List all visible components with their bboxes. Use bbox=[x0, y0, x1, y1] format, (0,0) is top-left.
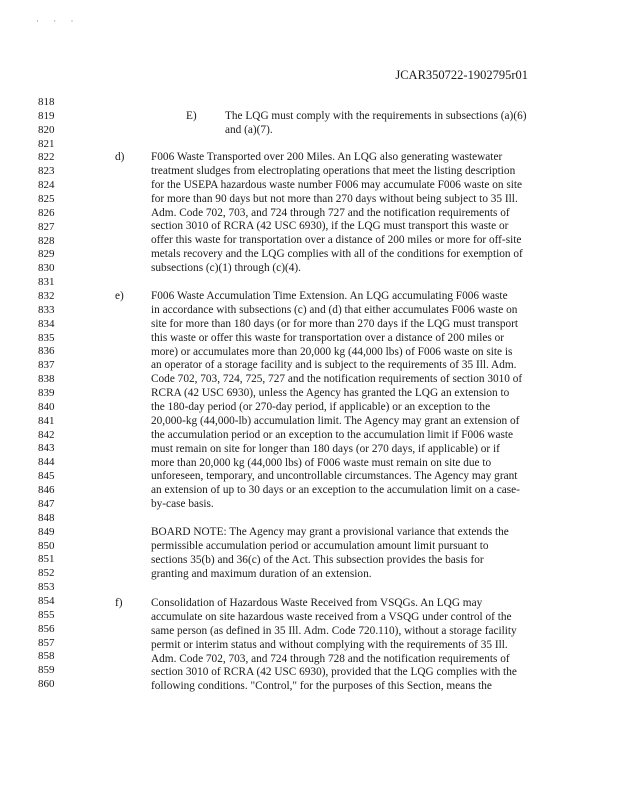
text-line: accumulate on site hazardous waste received from a VSQG under control of the bbox=[151, 610, 512, 623]
text-line: an operator of a storage facility and is subject to the requirements of 35 Ill. Adm. bbox=[151, 359, 517, 372]
text-line: this waste or offer this waste for transportation over a distance of 200 miles or bbox=[151, 331, 505, 344]
line-number: 856 bbox=[38, 622, 55, 635]
item-f-text bbox=[151, 597, 571, 694]
text-line: more than 20,000 kg (44,000 lbs) of F006 waste must remain on site due to bbox=[151, 456, 492, 469]
line-number: 843 bbox=[38, 442, 55, 455]
line-number: 835 bbox=[38, 331, 55, 344]
item-E-text bbox=[225, 110, 565, 138]
line-number: 849 bbox=[38, 525, 55, 538]
line-number: 821 bbox=[38, 137, 55, 150]
text-line: F006 Waste Transported over 200 Miles. An LQG also generating wastewater bbox=[151, 151, 503, 163]
line-number: 845 bbox=[38, 470, 55, 483]
line-number-column bbox=[38, 96, 62, 692]
line-number: 828 bbox=[38, 234, 55, 247]
text-line: by-case basis. bbox=[151, 498, 214, 511]
line-number: 825 bbox=[38, 193, 55, 206]
board-note-text bbox=[151, 526, 571, 582]
document-id: JCAR350722-1902795r01 bbox=[395, 68, 528, 82]
text-line: for more than 90 days but not more than 270 days without being subject to 35 Ill. bbox=[151, 192, 518, 205]
line-number: 844 bbox=[38, 456, 55, 469]
line-number: 851 bbox=[38, 553, 55, 566]
text-line: an extension of up to 30 days or an exception to the accumulation limit on a case- bbox=[151, 484, 520, 497]
line-number: 832 bbox=[38, 290, 55, 303]
text-line: Code 702, 703, 724, 725, 727 and the notification requirements of section 3010 of bbox=[151, 373, 523, 386]
text-line: F006 Waste Accumulation Time Extension. An LQG accumulating F006 waste bbox=[151, 290, 508, 302]
line-number: 858 bbox=[38, 650, 55, 663]
text-line: The LQG must comply with the requirements in subsections (a)(6) bbox=[225, 110, 527, 122]
line-number: 836 bbox=[38, 345, 55, 358]
line-number: 822 bbox=[38, 151, 55, 164]
text-line: RCRA (42 USC 6930), unless the Agency has granted the LQG an extension to bbox=[151, 387, 510, 400]
line-number: 823 bbox=[38, 165, 55, 178]
text-line: unforeseen, temporary, and uncontrollable circumstances. The Agency may grant bbox=[151, 470, 518, 483]
text-line: section 3010 of RCRA (42 USC 6930), if the LQG must transport this waste or bbox=[151, 220, 509, 233]
line-number: 831 bbox=[38, 276, 55, 289]
line-number: 841 bbox=[38, 414, 55, 427]
line-number: 824 bbox=[38, 179, 55, 192]
line-number: 847 bbox=[38, 497, 55, 510]
text-line: same person (as defined in 35 Ill. Adm. Code 720.110), without a storage facility bbox=[151, 624, 517, 637]
line-number: 834 bbox=[38, 317, 55, 330]
item-d-marker: d) bbox=[115, 151, 125, 163]
text-line: BOARD NOTE: The Agency may grant a provisional variance that extends the bbox=[151, 526, 509, 538]
line-number: 827 bbox=[38, 220, 55, 233]
text-line: in accordance with subsections (c) and (d) that either accumulates F006 waste on bbox=[151, 303, 518, 316]
text-line: metals recovery and the LQG complies with all of the conditions for exemption of bbox=[151, 248, 523, 261]
item-f-marker: f) bbox=[115, 597, 123, 609]
line-number: 818 bbox=[38, 96, 55, 108]
line-number: 854 bbox=[38, 594, 55, 607]
line-number: 848 bbox=[38, 511, 55, 524]
item-d-text bbox=[151, 151, 571, 276]
line-number: 838 bbox=[38, 373, 55, 386]
line-number: 859 bbox=[38, 664, 55, 677]
line-number: 829 bbox=[38, 248, 55, 261]
line-number: 850 bbox=[38, 539, 55, 552]
text-line: treatment sludges from electroplating operations that meet the listing description bbox=[151, 164, 516, 177]
line-number: 830 bbox=[38, 262, 55, 275]
text-line: Consolidation of Hazardous Waste Received from VSQGs. An LQG may bbox=[151, 597, 483, 609]
text-line: following conditions. "Control," for the purposes of this Section, means the bbox=[151, 680, 492, 693]
text-line: for the USEPA hazardous waste number F006 may accumulate F006 waste on site bbox=[151, 178, 523, 191]
item-E-marker: E) bbox=[186, 110, 197, 122]
text-line: granting and maximum duration of an extension. bbox=[151, 567, 372, 580]
line-number: 846 bbox=[38, 484, 55, 497]
text-line: site for more than 180 days (or for more than 270 days if the LQG must transport bbox=[151, 317, 519, 330]
line-number: 840 bbox=[38, 400, 55, 413]
line-number: 820 bbox=[38, 123, 55, 136]
line-number: 855 bbox=[38, 608, 55, 621]
line-number: 837 bbox=[38, 359, 55, 372]
text-line: permissible accumulation period or accumulation amount limit pursuant to bbox=[151, 539, 489, 552]
item-e-text bbox=[151, 290, 571, 512]
text-line: and (a)(7). bbox=[225, 123, 273, 136]
line-number: 826 bbox=[38, 206, 55, 219]
line-number: 857 bbox=[38, 636, 55, 649]
text-line: Adm. Code 702, 703, and 724 through 727 and the notification requirements of bbox=[151, 206, 510, 219]
text-line: sections 35(b) and 36(c) of the Act. This subsection provides the basis for bbox=[151, 553, 484, 566]
text-line: subsections (c)(1) through (c)(4). bbox=[151, 262, 301, 274]
text-line: more) or accumulates more than 20,000 kg (44,000 lbs) of F006 waste on site is bbox=[151, 345, 513, 358]
line-number: 853 bbox=[38, 581, 55, 594]
line-number: 842 bbox=[38, 428, 55, 441]
text-line: permit or interim status and without complying with the requirements of 35 Ill. bbox=[151, 638, 508, 651]
item-e-marker: e) bbox=[115, 290, 124, 302]
text-line: offer this waste for transportation over a distance of 200 miles or more for off-site bbox=[151, 234, 522, 247]
text-line: section 3010 of RCRA (42 USC 6930), provided that the LQG complies with the bbox=[151, 666, 517, 679]
line-number: 833 bbox=[38, 303, 55, 316]
line-number: 819 bbox=[38, 109, 55, 122]
text-line: 20,000-kg (44,000-lb) accumulation limit. The Agency may grant an extension of bbox=[151, 414, 520, 427]
line-number: 839 bbox=[38, 387, 55, 400]
text-line: Adm. Code 702, 703, and 724 through 728 and the notification requirements of bbox=[151, 652, 510, 665]
text-line: the 180-day period (or 270-day period, if applicable) or an exception to the bbox=[151, 401, 491, 413]
text-line: must remain on site for longer than 180 days (or 270 days, if applicable) or if bbox=[151, 442, 500, 455]
scan-artifact-marks: · · · bbox=[36, 16, 80, 26]
line-number: 852 bbox=[38, 567, 55, 580]
text-line: the accumulation period or an exception to the accumulation limit if F006 waste bbox=[151, 428, 514, 441]
line-number: 860 bbox=[38, 678, 55, 691]
